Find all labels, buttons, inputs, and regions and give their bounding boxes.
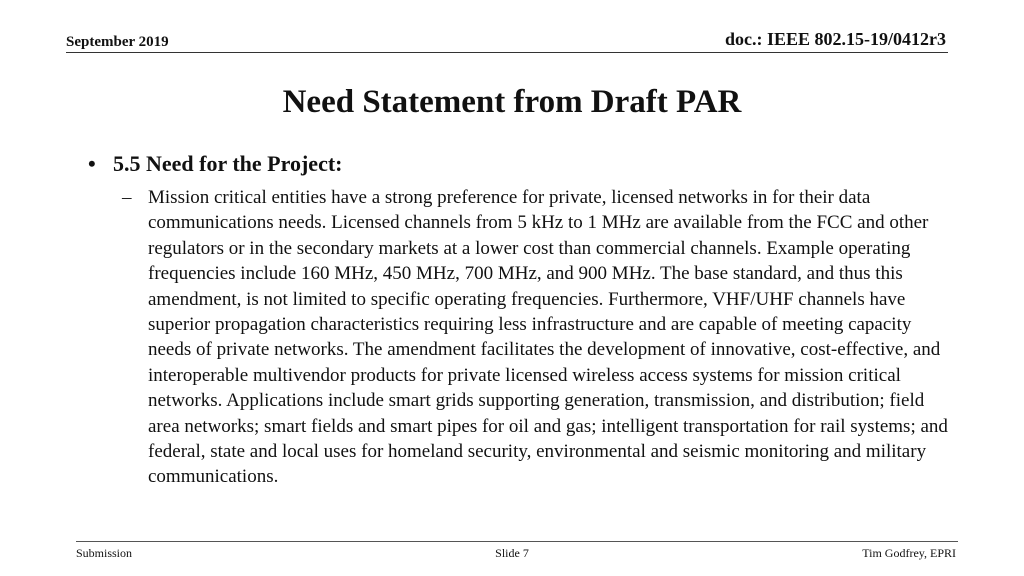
footer-author: Tim Godfrey, EPRI: [862, 546, 956, 560]
header-divider: [66, 52, 948, 53]
header-date: September 2019: [66, 34, 169, 50]
slide-number: Slide 7: [495, 546, 529, 560]
document-id: doc.: IEEE 802.15-19/0412r3: [724, 29, 946, 49]
need-statement-body: Mission critical entities have a strong preference for private, licensed networks in for their data communications needs. Licensed channels from 5 kHz to 1 MHz are available from the FCC and other regulators or in the secondary markets at a lower cost than commercial channels. Example operating frequencies include 160 MHz, 450 MHz, 700 MHz, and 900 MHz. The base standard, and thus this amendment, is not limited to specific operating frequencies. Furthermore, VHF/UHF channels have superior propagation characteristics requiring less infrastructure and are capable of meeting capacity needs of private networks. The amendment facilitates the development of innovative, cost-effective, and interoperable multivendor products for private licensed wireless access systems for mission critical networks. Applications include smart grids supporting generation, transmission, and distribution; field area networks; smart fields and smart pipes for oil and gas; intelligent transportation for rail systems; and federal, state and local uses for homeland security, environmental and seismic monitoring and military communications.: [148, 187, 948, 488]
footer-submission: Submission: [76, 546, 133, 560]
section-heading: 5.5 Need for the Project:: [113, 151, 343, 176]
bullet-icon: •: [88, 151, 96, 176]
slide-title: Need Statement from Draft PAR: [282, 84, 742, 120]
footer-divider: [76, 541, 958, 542]
dash-icon: –: [122, 187, 132, 208]
